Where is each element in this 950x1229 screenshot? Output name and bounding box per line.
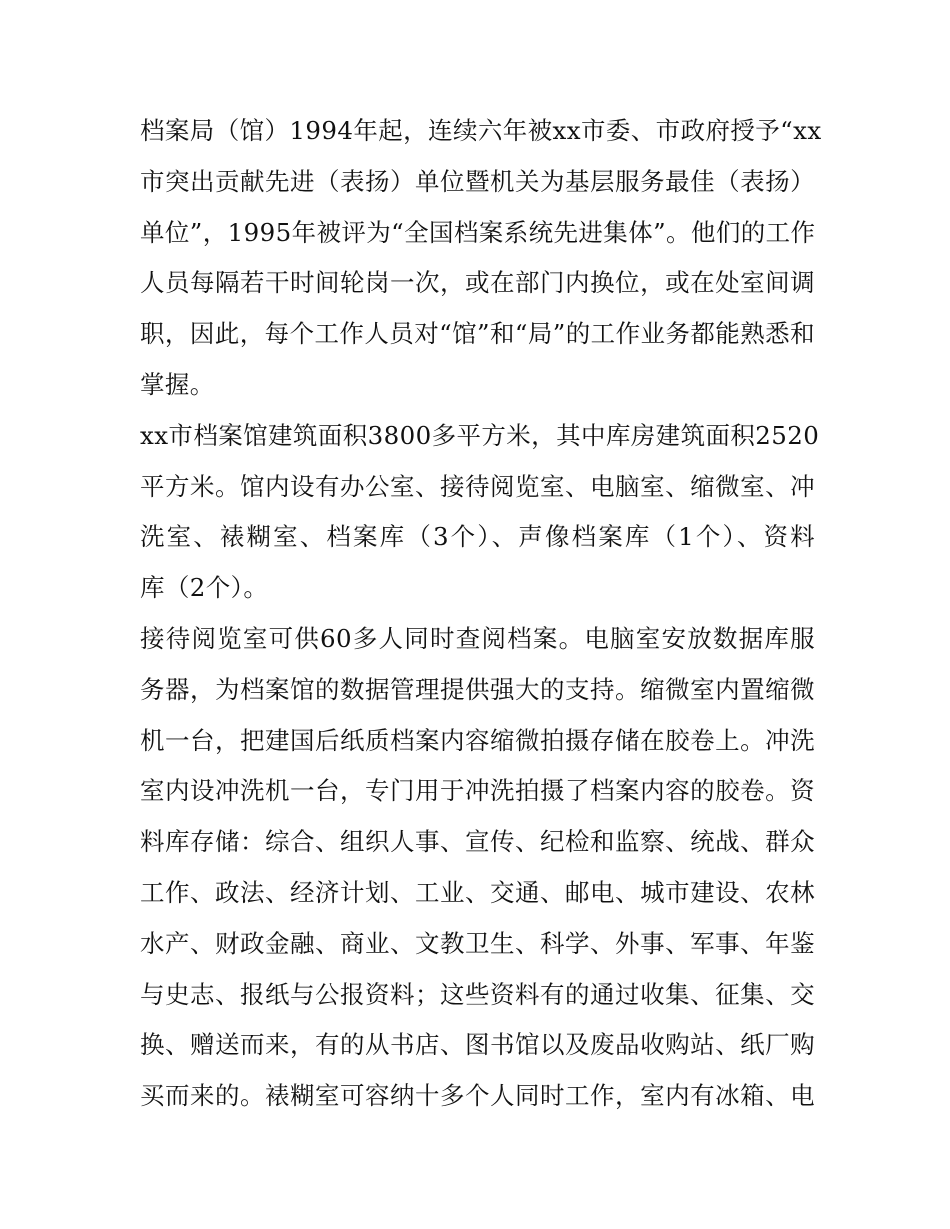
text-line: 市突出贡献先进（表扬）单位暨机关为基层服务最佳（表扬） bbox=[140, 166, 815, 196]
text-line: 水产、财政金融、商业、文教卫生、科学、外事、军事、年鉴 bbox=[140, 928, 815, 958]
text-line: 工作、政法、经济计划、工业、交通、邮电、城市建设、农林 bbox=[140, 877, 815, 907]
text-line: 料库存储：综合、组织人事、宣传、纪检和监察、统战、群众 bbox=[140, 827, 815, 857]
text-line: 库（2个）。 bbox=[140, 573, 269, 603]
text-line: 单位”，1995年被评为“全国档案系统先进集体”。他们的工作 bbox=[140, 217, 816, 247]
paragraph-rooms-description bbox=[140, 614, 815, 1122]
text-line: 人员每隔若干时间轮岗一次，或在部门内换位，或在处室间调 bbox=[140, 268, 815, 298]
text-line: 洗室、裱糊室、档案库（3个）、声像档案库（1个）、资料 bbox=[140, 522, 815, 552]
text-line: 接待阅览室可供60多人同时查阅档案。电脑室安放数据库服 bbox=[140, 623, 815, 653]
text-line: 职，因此，每个工作人员对“馆”和“局”的工作业务都能熟悉和 bbox=[140, 319, 815, 349]
text-line: 务器，为档案馆的数据管理提供强大的支持。缩微室内置缩微 bbox=[140, 674, 815, 704]
document-body bbox=[140, 106, 822, 1122]
text-line: 平方米。馆内设有办公室、接待阅览室、电脑室、缩微室、冲 bbox=[140, 471, 815, 501]
paragraph-building-area bbox=[140, 411, 820, 614]
text-line: 档案局（馆）1994年起，连续六年被xx市委、市政府授予“xx bbox=[140, 116, 822, 145]
text-line: 买而来的。裱糊室可容纳十多个人同时工作，室内有冰箱、电 bbox=[140, 1081, 815, 1111]
text-line: 与史志、报纸与公报资料；这些资料有的通过收集、征集、交 bbox=[140, 979, 815, 1009]
text-line: 机一台，把建国后纸质档案内容缩微拍摄存储在胶卷上。冲洗 bbox=[140, 725, 815, 755]
paragraph-archives-honors bbox=[140, 106, 822, 411]
text-line: 掌握。 bbox=[140, 369, 215, 399]
text-line: 室内设冲洗机一台，专门用于冲洗拍摄了档案内容的胶卷。资 bbox=[140, 776, 815, 806]
text-line: 换、赠送而来，有的从书店、图书馆以及废品收购站、纸厂购 bbox=[140, 1030, 815, 1060]
text-line: xx市档案馆建筑面积3800多平方米，其中库房建筑面积2520 bbox=[140, 420, 820, 450]
